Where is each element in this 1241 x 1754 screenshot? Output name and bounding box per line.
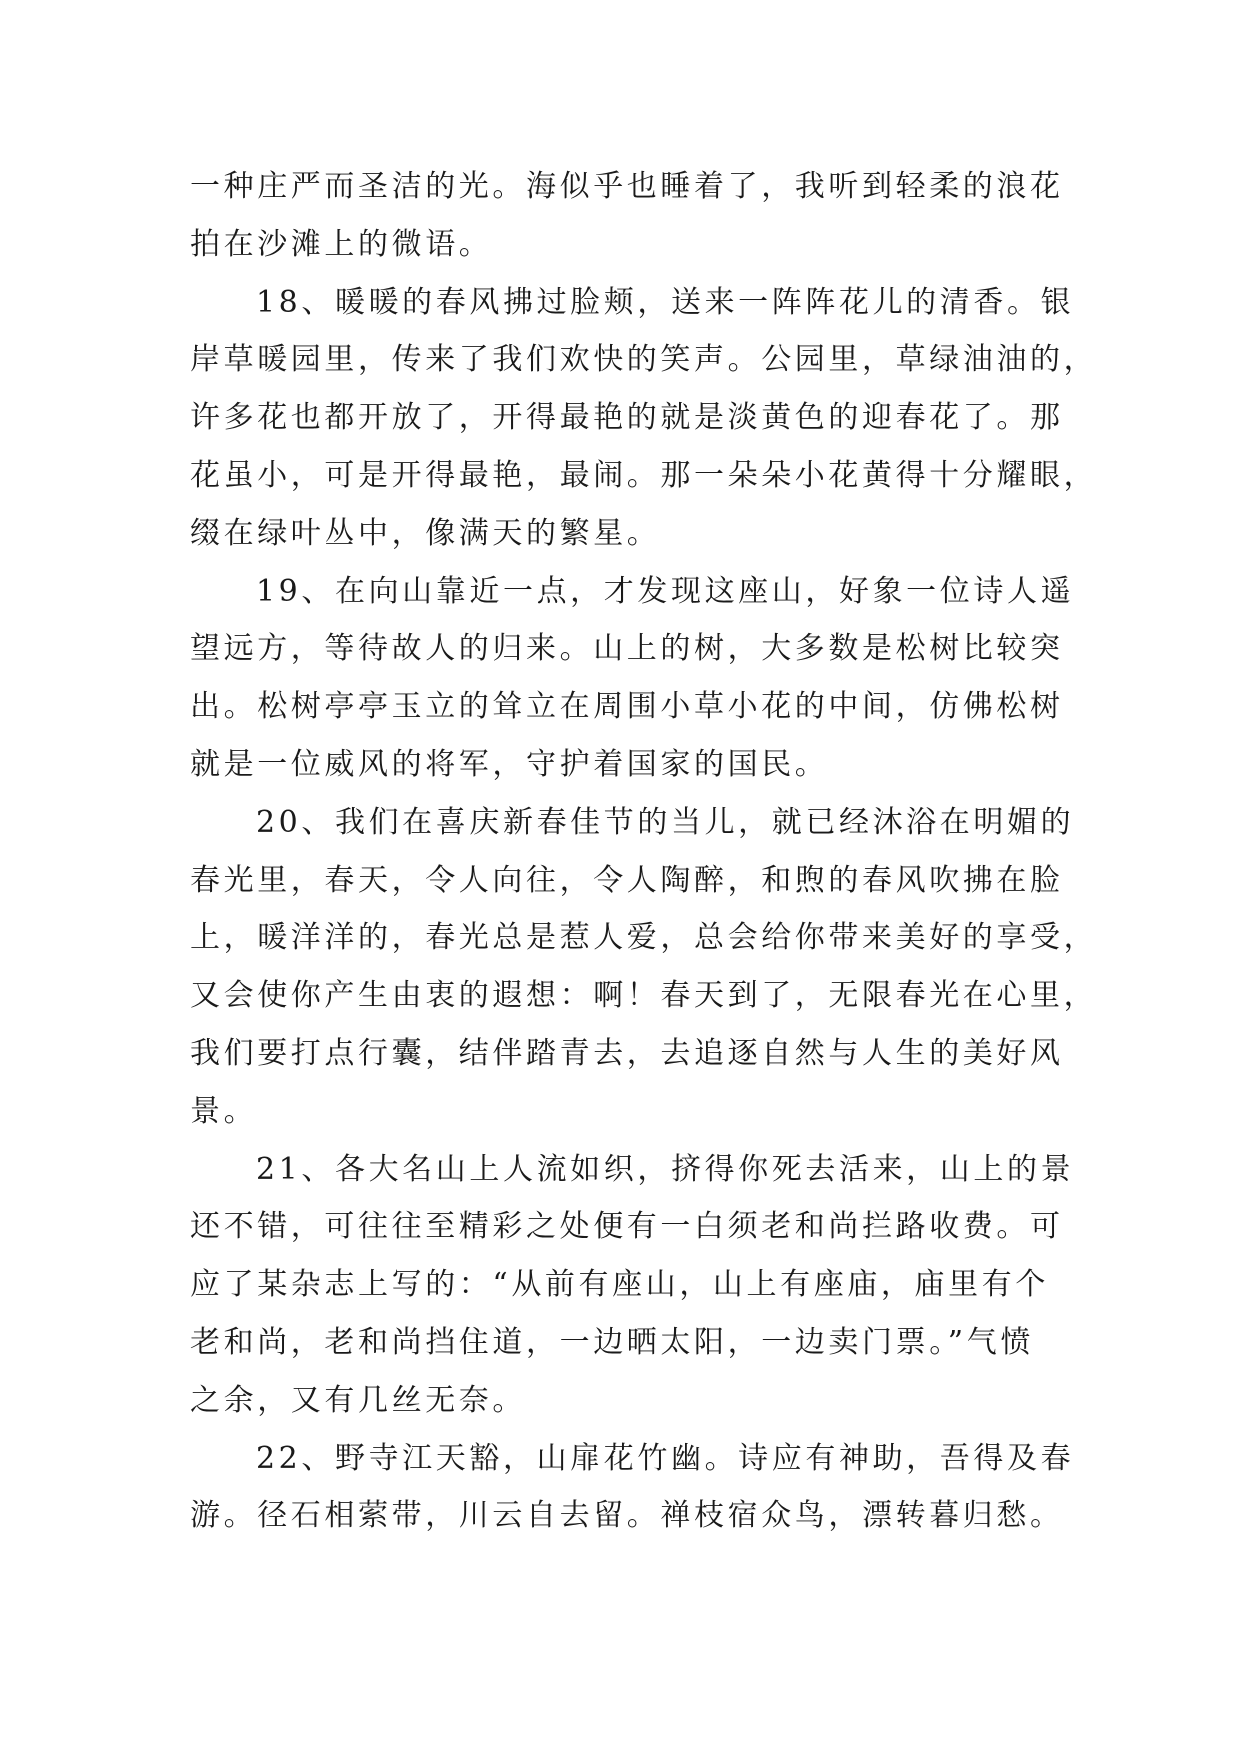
paragraph-start-22: 22、野寺江天豁，山扉花竹幽。诗应有神助，吾得及春: [256, 1440, 1075, 1476]
paragraph-start-20: 20、我们在喜庆新春佳节的当儿，就已经沐浴在明媚的: [256, 804, 1075, 840]
text-line: 花虽小，可是开得最艳，最闹。那一朵朵小花黄得十分耀眼，: [190, 457, 1098, 493]
text-line: 岸草暖园里，传来了我们欢快的笑声。公园里，草绿油油的，: [190, 342, 1098, 378]
text-line: 许多花也都开放了，开得最艳的就是淡黄色的迎春花了。那: [190, 400, 1064, 436]
paragraph-start-18: 18、暖暖的春风拂过脸颊，送来一阵阵花儿的清香。银: [256, 284, 1075, 320]
text-line: 之余，又有几丝无奈。: [190, 1382, 526, 1418]
text-line: 望远方，等待故人的归来。山上的树，大多数是松树比较突: [190, 631, 1064, 667]
text-line: 我们要打点行囊，结伴踏青去，去追逐自然与人生的美好风: [190, 1035, 1064, 1071]
text-line: 缀在绿叶丛中，像满天的繁星。: [190, 515, 661, 551]
text-line: 春光里，春天，令人向往，令人陶醉，和煦的春风吹拂在脸: [190, 862, 1064, 898]
text-line: 出。松树亭亭玉立的耸立在周围小草小花的中间，仿佛松树: [190, 689, 1064, 725]
text-line: 上，暖洋洋的，春光总是惹人爱，总会给你带来美好的享受，: [190, 920, 1098, 956]
text-line: 又会使你产生由衷的遐想：啊！春天到了，无限春光在心里，: [190, 978, 1098, 1014]
paragraph-start-19: 19、在向山靠近一点，才发现这座山，好象一位诗人遥: [256, 573, 1075, 609]
text-line: 游。径石相萦带，川云自去留。禅枝宿众鸟，漂转暮归愁。: [190, 1498, 1064, 1534]
text-line: 老和尚，老和尚挡住道，一边晒太阳，一边卖门票。”气愤: [190, 1324, 1034, 1360]
text-line: 就是一位威风的将军，守护着国家的国民。: [190, 746, 829, 782]
text-line: 拍在沙滩上的微语。: [190, 226, 493, 262]
paragraph-start-21: 21、各大名山上人流如织，挤得你死去活来，山上的景: [256, 1151, 1075, 1187]
body-text: [190, 158, 1098, 1545]
text-line: 一种庄严而圣洁的光。海似乎也睡着了，我听到轻柔的浪花: [190, 169, 1064, 204]
text-line: 还不错，可往往至精彩之处便有一白须老和尚拦路收费。可: [190, 1209, 1064, 1245]
text-line: 景。: [190, 1093, 258, 1129]
text-line: 应了某杂志上写的：“从前有座山，山上有座庙，庙里有个: [190, 1267, 1049, 1303]
